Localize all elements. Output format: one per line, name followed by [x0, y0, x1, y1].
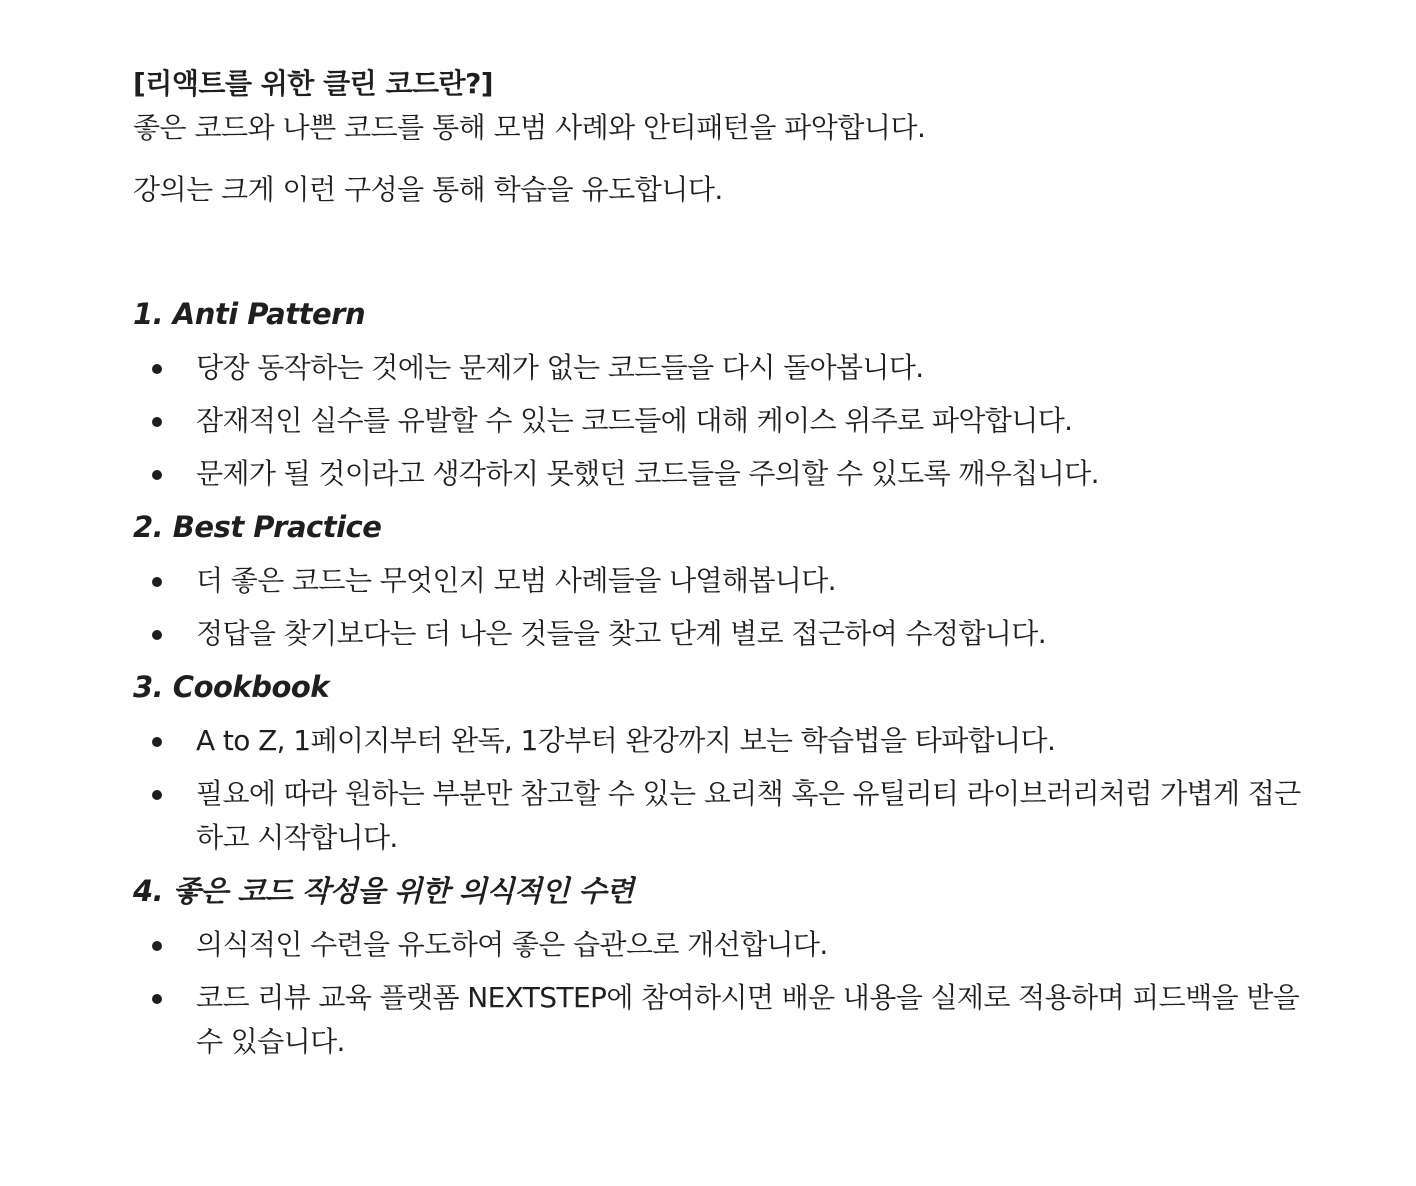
- bullet-icon: [152, 470, 162, 480]
- list-item-text: 필요에 따라 원하는 부분만 참고할 수 있는 요리책 혹은 유틸리티 라이브러리처럼 가볍게 접근하고 시작합니다.: [196, 777, 1301, 854]
- section-heading-deliberate-practice: 4. 좋은 코드 작성을 위한 의식적인 수련: [133, 874, 634, 908]
- bullet-icon: [152, 577, 162, 587]
- list-item: [133, 452, 1313, 496]
- list-item-text: 문제가 될 것이라고 생각하지 못했던 코드들을 주의할 수 있도록 깨우칩니다.: [196, 457, 1099, 490]
- bullet-list: [133, 346, 1313, 496]
- list-item: [133, 772, 1313, 860]
- list-item: [133, 612, 1313, 656]
- list-item-text: 당장 동작하는 것에는 문제가 없는 코드들을 다시 돌아봅니다.: [196, 351, 924, 384]
- bullet-list: [133, 923, 1313, 1064]
- section-heading-anti-pattern: 1. Anti Pattern: [133, 297, 366, 331]
- section-heading-cookbook: 3. Cookbook: [133, 670, 330, 704]
- list-item-text: 더 좋은 코드는 무엇인지 모범 사례들을 나열해봅니다.: [196, 564, 836, 597]
- list-item-text: 코드 리뷰 교육 플랫폼 NEXTSTEP에 참여하시면 배운 내용을 실제로 적용하며 피드백을 받을 수 있습니다.: [196, 981, 1300, 1058]
- bullet-icon: [152, 417, 162, 427]
- list-item-text: 잠재적인 실수를 유발할 수 있는 코드들에 대해 케이스 위주로 파악합니다.: [196, 404, 1073, 437]
- list-item: [133, 559, 1313, 603]
- list-item-text: A to Z, 1페이지부터 완독, 1강부터 완강까지 보는 학습법을 타파합니다.: [196, 724, 1056, 757]
- bullet-icon: [152, 630, 162, 640]
- list-item: [133, 923, 1313, 967]
- section-heading-best-practice: 2. Best Practice: [133, 510, 382, 544]
- bullet-icon: [152, 994, 162, 1004]
- bullet-list: [133, 559, 1313, 656]
- bullet-list: [133, 719, 1313, 860]
- list-item: [133, 346, 1313, 390]
- list-item: [133, 719, 1313, 763]
- bullet-icon: [152, 790, 162, 800]
- intro-text: 좋은 코드와 나쁜 코드를 통해 모범 사례와 안티패턴을 파악합니다.: [133, 111, 926, 144]
- list-item: [133, 976, 1313, 1064]
- bullet-icon: [152, 941, 162, 951]
- course-description: [133, 62, 1313, 1073]
- intro-title: [리액트를 위한 클린 코드란?]: [133, 67, 494, 100]
- bullet-icon: [152, 364, 162, 374]
- list-item-text: 정답을 찾기보다는 더 나은 것들을 찾고 단계 별로 접근하여 수정합니다.: [196, 617, 1046, 650]
- list-item-text: 의식적인 수련을 유도하여 좋은 습관으로 개선합니다.: [196, 928, 828, 961]
- list-item: [133, 399, 1313, 443]
- bullet-icon: [152, 737, 162, 747]
- intro-text: 강의는 크게 이런 구성을 통해 학습을 유도합니다.: [133, 173, 723, 206]
